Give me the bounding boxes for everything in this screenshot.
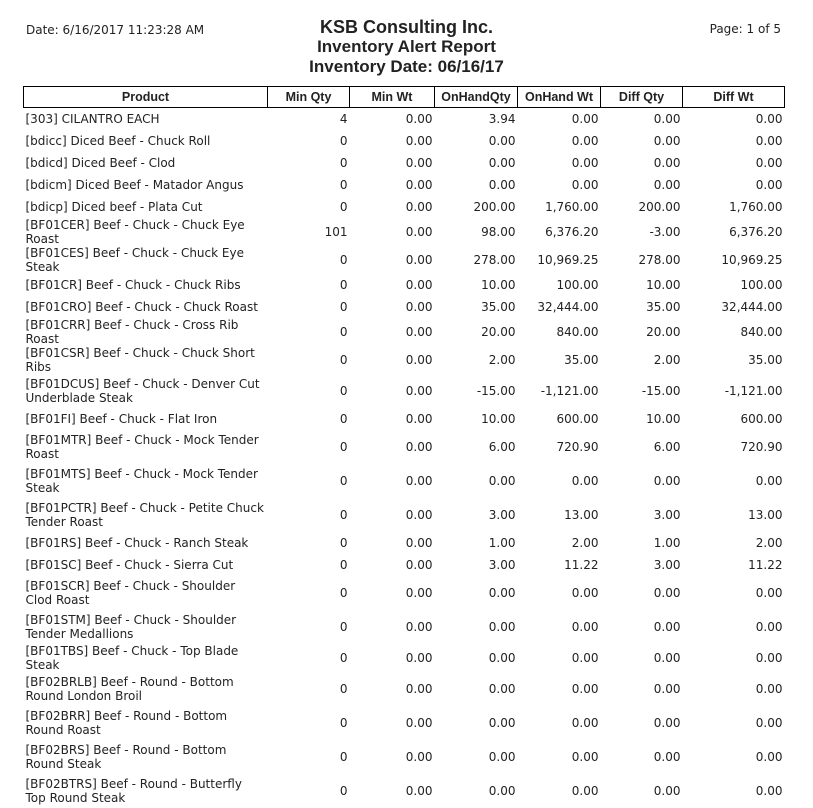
onhand-wt-cell: 0.00 bbox=[571, 784, 599, 798]
diff-qty-cell: 0.00 bbox=[653, 682, 681, 696]
onhand-qty-cell: 0.00 bbox=[488, 620, 516, 634]
min-wt-cell: 0.00 bbox=[405, 300, 433, 314]
onhand-qty-cell: 0.00 bbox=[488, 178, 516, 192]
onhand-qty-cell: 200.00 bbox=[473, 200, 516, 214]
min-wt-cell: 0.00 bbox=[405, 784, 433, 798]
product-cell: [BF01CRO] Beef - Chuck - Chuck Roast bbox=[25, 300, 258, 314]
onhand-qty-cell: 3.00 bbox=[488, 508, 516, 522]
min-qty-cell: 0 bbox=[339, 474, 348, 488]
table-row bbox=[24, 644, 785, 672]
product-cell: [bdicm] Diced Beef - Matador Angus bbox=[25, 178, 244, 192]
diff-qty-cell: 0.00 bbox=[653, 112, 681, 126]
min-wt-cell: 0.00 bbox=[405, 536, 433, 550]
onhand-qty-cell: 3.94 bbox=[488, 112, 516, 126]
onhand-wt-cell: 0.00 bbox=[571, 134, 599, 148]
product-cell: [bdicd] Diced Beef - Clod bbox=[25, 156, 176, 170]
table-row bbox=[24, 430, 785, 464]
product-cell: [BF01MTS] Beef - Chuck - Mock Tender Steak bbox=[25, 467, 258, 495]
diff-qty-cell: 10.00 bbox=[646, 412, 681, 426]
table-row bbox=[24, 498, 785, 532]
onhand-qty-cell: 1.00 bbox=[488, 536, 516, 550]
header-diff-qty: Diff Qty bbox=[601, 87, 683, 108]
onhand-qty-cell: -15.00 bbox=[476, 384, 516, 398]
report-date: Date: 6/16/2017 11:23:28 AM bbox=[26, 23, 205, 37]
table-row bbox=[24, 532, 785, 554]
diff-wt-cell: 0.00 bbox=[755, 178, 783, 192]
min-qty-cell: 0 bbox=[339, 178, 348, 192]
table-row bbox=[24, 346, 785, 374]
diff-wt-cell: 0.00 bbox=[755, 620, 783, 634]
table-row bbox=[24, 130, 785, 152]
onhand-qty-cell: 2.00 bbox=[488, 353, 516, 367]
table-row bbox=[24, 408, 785, 430]
diff-wt-cell: 0.00 bbox=[755, 682, 783, 696]
onhand-wt-cell: 0.00 bbox=[571, 474, 599, 488]
table-row bbox=[24, 152, 785, 174]
min-wt-cell: 0.00 bbox=[405, 112, 433, 126]
min-qty-cell: 0 bbox=[339, 508, 348, 522]
table-row bbox=[24, 706, 785, 740]
min-wt-cell: 0.00 bbox=[405, 474, 433, 488]
table-row bbox=[24, 774, 785, 808]
min-qty-cell: 0 bbox=[339, 253, 348, 267]
min-wt-cell: 0.00 bbox=[405, 508, 433, 522]
product-cell: [BF01RS] Beef - Chuck - Ranch Steak bbox=[25, 536, 249, 550]
onhand-wt-cell: 0.00 bbox=[571, 178, 599, 192]
diff-qty-cell: 6.00 bbox=[653, 440, 681, 454]
onhand-qty-cell: 0.00 bbox=[488, 134, 516, 148]
min-qty-cell: 0 bbox=[339, 278, 348, 292]
product-cell: [BF01CES] Beef - Chuck - Chuck Eye Steak bbox=[25, 246, 244, 274]
diff-qty-cell: 0.00 bbox=[653, 178, 681, 192]
min-wt-cell: 0.00 bbox=[405, 682, 433, 696]
table-row bbox=[24, 296, 785, 318]
min-qty-cell: 0 bbox=[339, 586, 348, 600]
onhand-qty-cell: 10.00 bbox=[481, 278, 516, 292]
onhand-qty-cell: 0.00 bbox=[488, 651, 516, 665]
diff-wt-cell: 0.00 bbox=[755, 156, 783, 170]
header-min-wt: Min Wt bbox=[350, 87, 435, 108]
product-cell: [BF02BTRS] Beef - Round - Butterfly Top Round Steak bbox=[25, 777, 242, 805]
onhand-qty-cell: 0.00 bbox=[488, 750, 516, 764]
onhand-wt-cell: 600.00 bbox=[556, 412, 599, 426]
product-cell: [BF01CR] Beef - Chuck - Chuck Ribs bbox=[25, 278, 241, 292]
diff-wt-cell: 0.00 bbox=[755, 651, 783, 665]
min-qty-cell: 101 bbox=[324, 225, 348, 239]
min-qty-cell: 0 bbox=[339, 440, 348, 454]
onhand-wt-cell: 32,444.00 bbox=[537, 300, 599, 314]
min-qty-cell: 0 bbox=[339, 784, 348, 798]
diff-qty-cell: 3.00 bbox=[653, 558, 681, 572]
onhand-wt-cell: 0.00 bbox=[571, 682, 599, 696]
diff-qty-cell: 0.00 bbox=[653, 586, 681, 600]
report-title: Inventory Alert Report bbox=[317, 37, 496, 56]
diff-wt-cell: 840.00 bbox=[740, 325, 783, 339]
diff-wt-cell: 35.00 bbox=[748, 353, 783, 367]
diff-qty-cell: 0.00 bbox=[653, 716, 681, 730]
min-wt-cell: 0.00 bbox=[405, 134, 433, 148]
min-qty-cell: 0 bbox=[339, 750, 348, 764]
min-qty-cell: 0 bbox=[339, 716, 348, 730]
min-qty-cell: 0 bbox=[339, 384, 348, 398]
product-cell: [BF02BRS] Beef - Round - Bottom Round Steak bbox=[25, 743, 227, 771]
diff-qty-cell: -3.00 bbox=[649, 225, 681, 239]
min-wt-cell: 0.00 bbox=[405, 253, 433, 267]
table-row bbox=[24, 174, 785, 196]
onhand-wt-cell: 840.00 bbox=[556, 325, 599, 339]
table-row bbox=[24, 108, 785, 131]
table-row bbox=[24, 554, 785, 576]
onhand-wt-cell: 1,760.00 bbox=[545, 200, 599, 214]
diff-wt-cell: 11.22 bbox=[748, 558, 783, 572]
table-row bbox=[24, 740, 785, 774]
diff-wt-cell: 0.00 bbox=[755, 474, 783, 488]
product-cell: [BF01SC] Beef - Chuck - Sierra Cut bbox=[25, 558, 234, 572]
diff-wt-cell: 10,969.25 bbox=[721, 253, 783, 267]
header-product: Product bbox=[24, 87, 268, 108]
onhand-wt-cell: 0.00 bbox=[571, 750, 599, 764]
onhand-qty-cell: 10.00 bbox=[481, 412, 516, 426]
table-row bbox=[24, 274, 785, 296]
diff-wt-cell: 0.00 bbox=[755, 750, 783, 764]
onhand-wt-cell: 0.00 bbox=[571, 586, 599, 600]
diff-wt-cell: 32,444.00 bbox=[721, 300, 783, 314]
min-qty-cell: 4 bbox=[339, 112, 348, 126]
header-onhand-qty: OnHandQty bbox=[435, 87, 518, 108]
onhand-qty-cell: 35.00 bbox=[481, 300, 516, 314]
onhand-wt-cell: 2.00 bbox=[571, 536, 599, 550]
product-cell: [BF02BRLB] Beef - Round - Bottom Round London Broil bbox=[25, 675, 234, 703]
diff-qty-cell: 278.00 bbox=[638, 253, 681, 267]
onhand-wt-cell: 0.00 bbox=[571, 112, 599, 126]
onhand-wt-cell: 6,376.20 bbox=[545, 225, 599, 239]
table-row bbox=[24, 374, 785, 408]
diff-wt-cell: 13.00 bbox=[748, 508, 783, 522]
diff-wt-cell: 600.00 bbox=[740, 412, 783, 426]
product-cell: [BF01STM] Beef - Chuck - Shoulder Tender Medallions bbox=[25, 613, 237, 641]
onhand-qty-cell: 0.00 bbox=[488, 716, 516, 730]
diff-wt-cell: 6,376.20 bbox=[729, 225, 783, 239]
onhand-qty-cell: 0.00 bbox=[488, 156, 516, 170]
diff-wt-cell: -1,121.00 bbox=[724, 384, 783, 398]
min-wt-cell: 0.00 bbox=[405, 651, 433, 665]
onhand-qty-cell: 0.00 bbox=[488, 474, 516, 488]
table-row bbox=[24, 610, 785, 644]
min-wt-cell: 0.00 bbox=[405, 412, 433, 426]
product-cell: [BF01MTR] Beef - Chuck - Mock Tender Roast bbox=[25, 433, 259, 461]
diff-wt-cell: 100.00 bbox=[740, 278, 783, 292]
diff-qty-cell: 0.00 bbox=[653, 134, 681, 148]
min-qty-cell: 0 bbox=[339, 412, 348, 426]
page-number: Page: 1 of 5 bbox=[709, 22, 781, 36]
table-row bbox=[24, 464, 785, 498]
diff-wt-cell: 0.00 bbox=[755, 134, 783, 148]
onhand-qty-cell: 0.00 bbox=[488, 586, 516, 600]
min-qty-cell: 0 bbox=[339, 325, 348, 339]
product-cell: [bdicp] Diced beef - Plata Cut bbox=[25, 200, 203, 214]
diff-qty-cell: 0.00 bbox=[653, 651, 681, 665]
min-wt-cell: 0.00 bbox=[405, 558, 433, 572]
diff-qty-cell: 0.00 bbox=[653, 474, 681, 488]
table-row bbox=[24, 246, 785, 274]
onhand-wt-cell: 13.00 bbox=[564, 508, 599, 522]
min-wt-cell: 0.00 bbox=[405, 716, 433, 730]
diff-qty-cell: 10.00 bbox=[646, 278, 681, 292]
diff-qty-cell: 2.00 bbox=[653, 353, 681, 367]
table-row bbox=[24, 576, 785, 610]
product-cell: [303] CILANTRO EACH bbox=[25, 112, 160, 126]
min-wt-cell: 0.00 bbox=[405, 278, 433, 292]
onhand-wt-cell: 0.00 bbox=[571, 651, 599, 665]
onhand-qty-cell: 3.00 bbox=[488, 558, 516, 572]
product-cell: [BF01DCUS] Beef - Chuck - Denver Cut Underblade Steak bbox=[25, 377, 260, 405]
diff-qty-cell: 0.00 bbox=[653, 750, 681, 764]
min-wt-cell: 0.00 bbox=[405, 750, 433, 764]
onhand-qty-cell: 20.00 bbox=[481, 325, 516, 339]
onhand-wt-cell: 0.00 bbox=[571, 156, 599, 170]
diff-qty-cell: 20.00 bbox=[646, 325, 681, 339]
min-wt-cell: 0.00 bbox=[405, 586, 433, 600]
diff-qty-cell: 35.00 bbox=[646, 300, 681, 314]
onhand-wt-cell: 35.00 bbox=[564, 353, 599, 367]
diff-wt-cell: 0.00 bbox=[755, 586, 783, 600]
diff-wt-cell: 720.90 bbox=[740, 440, 783, 454]
onhand-wt-cell: 11.22 bbox=[564, 558, 599, 572]
diff-qty-cell: 0.00 bbox=[653, 620, 681, 634]
min-qty-cell: 0 bbox=[339, 353, 348, 367]
diff-wt-cell: 0.00 bbox=[755, 784, 783, 798]
diff-qty-cell: 3.00 bbox=[653, 508, 681, 522]
min-qty-cell: 0 bbox=[339, 134, 348, 148]
diff-qty-cell: 0.00 bbox=[653, 784, 681, 798]
min-wt-cell: 0.00 bbox=[405, 620, 433, 634]
inventory-table bbox=[23, 86, 785, 808]
diff-qty-cell: 0.00 bbox=[653, 156, 681, 170]
onhand-wt-cell: 0.00 bbox=[571, 620, 599, 634]
inventory-date: Inventory Date: 06/16/17 bbox=[309, 57, 504, 76]
product-cell: [BF01CER] Beef - Chuck - Chuck Eye Roast bbox=[25, 218, 245, 246]
min-wt-cell: 0.00 bbox=[405, 440, 433, 454]
table-row bbox=[24, 318, 785, 346]
min-qty-cell: 0 bbox=[339, 156, 348, 170]
table-row bbox=[24, 196, 785, 218]
min-wt-cell: 0.00 bbox=[405, 325, 433, 339]
min-wt-cell: 0.00 bbox=[405, 178, 433, 192]
onhand-qty-cell: 0.00 bbox=[488, 784, 516, 798]
diff-wt-cell: 2.00 bbox=[755, 536, 783, 550]
table-row bbox=[24, 672, 785, 706]
min-qty-cell: 0 bbox=[339, 300, 348, 314]
onhand-qty-cell: 6.00 bbox=[488, 440, 516, 454]
diff-wt-cell: 0.00 bbox=[755, 716, 783, 730]
min-wt-cell: 0.00 bbox=[405, 156, 433, 170]
table-row bbox=[24, 218, 785, 246]
header-diff-wt: Diff Wt bbox=[683, 87, 785, 108]
product-cell: [BF01PCTR] Beef - Chuck - Petite Chuck Tender Roast bbox=[25, 501, 264, 529]
min-qty-cell: 0 bbox=[339, 200, 348, 214]
onhand-wt-cell: 0.00 bbox=[571, 716, 599, 730]
onhand-wt-cell: 10,969.25 bbox=[537, 253, 599, 267]
product-cell: [BF01CRR] Beef - Chuck - Cross Rib Roast bbox=[25, 318, 239, 346]
diff-qty-cell: -15.00 bbox=[641, 384, 681, 398]
onhand-qty-cell: 98.00 bbox=[481, 225, 516, 239]
diff-qty-cell: 1.00 bbox=[653, 536, 681, 550]
min-wt-cell: 0.00 bbox=[405, 225, 433, 239]
product-cell: [BF01TBS] Beef - Chuck - Top Blade Steak bbox=[25, 644, 239, 672]
min-qty-cell: 0 bbox=[339, 651, 348, 665]
diff-qty-cell: 200.00 bbox=[638, 200, 681, 214]
min-wt-cell: 0.00 bbox=[405, 384, 433, 398]
product-cell: [BF01SCR] Beef - Chuck - Shoulder Clod Roast bbox=[25, 579, 236, 607]
header-onhand-wt: OnHand Wt bbox=[518, 87, 601, 108]
product-cell: [BF02BRR] Beef - Round - Bottom Round Roast bbox=[25, 709, 228, 737]
company-name: KSB Consulting Inc. bbox=[320, 17, 493, 37]
onhand-qty-cell: 0.00 bbox=[488, 682, 516, 696]
diff-wt-cell: 1,760.00 bbox=[729, 200, 783, 214]
onhand-wt-cell: 720.90 bbox=[556, 440, 599, 454]
table-header-row bbox=[24, 87, 785, 108]
min-qty-cell: 0 bbox=[339, 682, 348, 696]
report-title-block bbox=[0, 17, 813, 77]
onhand-wt-cell: -1,121.00 bbox=[540, 384, 599, 398]
product-cell: [bdicc] Diced Beef - Chuck Roll bbox=[25, 134, 211, 148]
product-cell: [BF01FI] Beef - Chuck - Flat Iron bbox=[25, 412, 218, 426]
min-wt-cell: 0.00 bbox=[405, 200, 433, 214]
min-wt-cell: 0.00 bbox=[405, 353, 433, 367]
product-cell: [BF01CSR] Beef - Chuck - Chuck Short Ribs bbox=[25, 346, 255, 374]
diff-wt-cell: 0.00 bbox=[755, 112, 783, 126]
onhand-wt-cell: 100.00 bbox=[556, 278, 599, 292]
min-qty-cell: 0 bbox=[339, 620, 348, 634]
min-qty-cell: 0 bbox=[339, 536, 348, 550]
min-qty-cell: 0 bbox=[339, 558, 348, 572]
header-min-qty: Min Qty bbox=[268, 87, 350, 108]
onhand-qty-cell: 278.00 bbox=[473, 253, 516, 267]
